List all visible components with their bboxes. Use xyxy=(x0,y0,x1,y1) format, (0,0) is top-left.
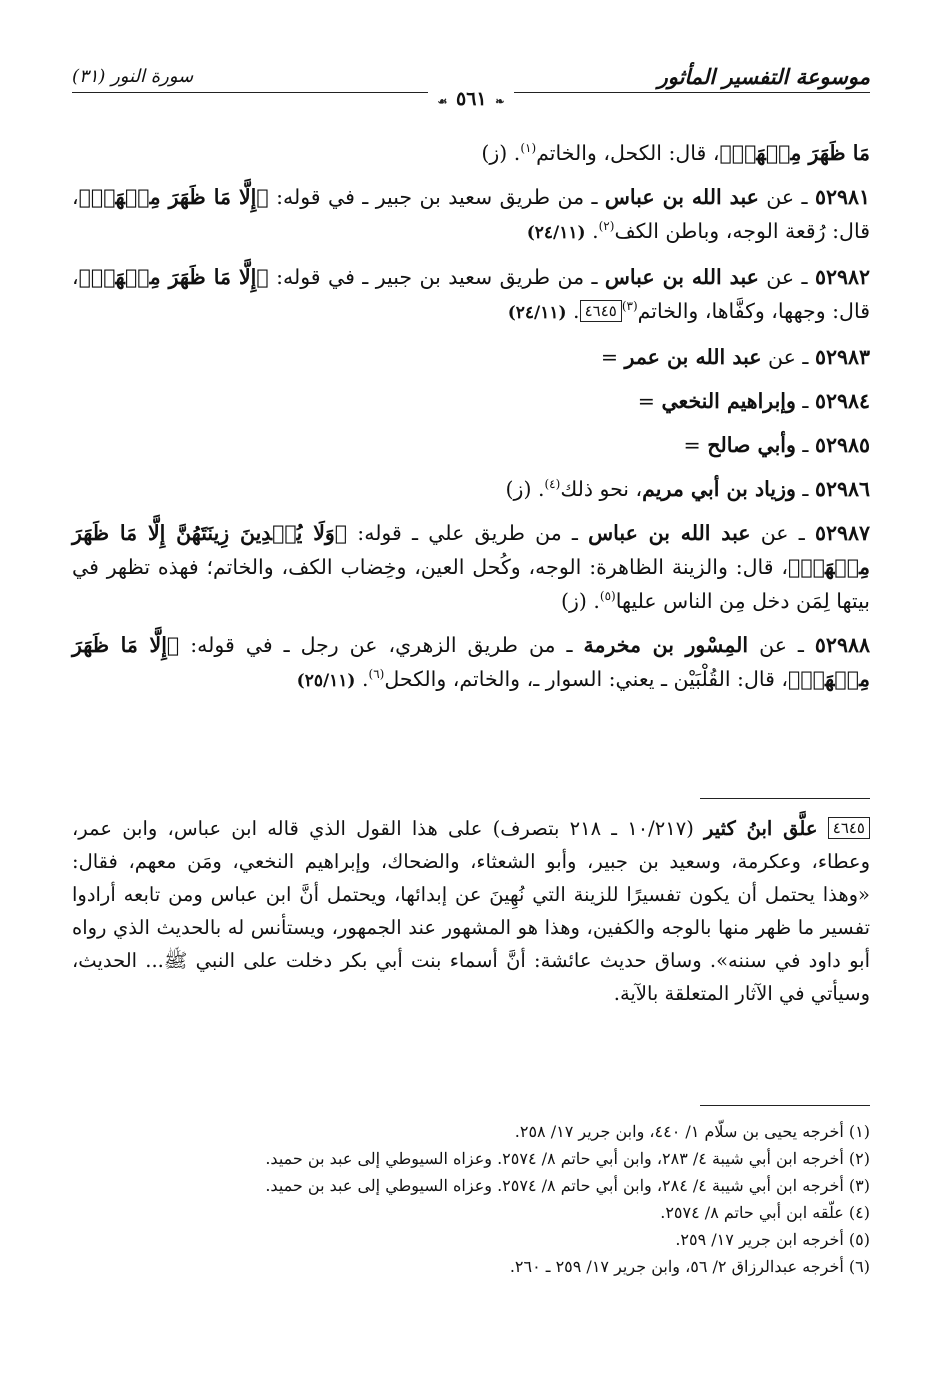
footnote: (٤) علّقه ابن أبي حاتم ٨/ ٢٥٧٤. xyxy=(660,1203,870,1222)
entry-number: ٥٢٩٨٧ xyxy=(814,521,870,545)
entry-text: ـ xyxy=(795,433,815,457)
footnotes-divider xyxy=(700,1105,870,1106)
commentary-divider xyxy=(700,798,870,799)
volume-ref: (٢٤/١١) xyxy=(526,223,586,243)
entry-number: ٥٢٩٨٦ xyxy=(814,477,870,501)
commentary-block xyxy=(72,812,870,1010)
entry-text: . (ز) xyxy=(481,141,521,165)
narrator-name: وإبراهيم النخعي xyxy=(661,389,796,413)
narrator-name: عبد الله بن عباس xyxy=(588,521,751,545)
entry xyxy=(72,472,870,506)
footnote-ref: (٣) xyxy=(621,299,638,314)
entry-text: ـ عن xyxy=(758,265,815,289)
page-number-wrap xyxy=(428,88,515,110)
narrator-name: المِسْور بن مخرمة xyxy=(583,633,749,657)
page-number-area xyxy=(0,88,942,110)
narrator-name: وزياد بن أبي مريم xyxy=(642,477,796,501)
quran-quote: ﴿وَلَا يُبۡدِينَ زِينَتَهُنَّ إِلَّا مَا ظَهَرَ مِنۡهَاۖ﴾ xyxy=(72,521,870,579)
entry-text: ، قال: وجهها، وكفَّاها، والخاتم xyxy=(72,265,870,323)
quran-quote: ﴿إِلَّا مَا ظَهَرَ مِنۡهَاۖ﴾ xyxy=(78,265,269,289)
entry-number: ٥٢٩٨٨ xyxy=(814,633,870,657)
quran-quote: مَا ظَهَرَ مِنۡهَاۖ﴾ xyxy=(719,141,870,165)
entry-text: ـ من طريق علي ـ قوله: xyxy=(347,521,589,545)
narrator-name: عبد الله بن عباس xyxy=(604,265,759,289)
commentary-lead: علَّق ابنُ كثير xyxy=(704,817,818,840)
entry-text: ، قال: القُلْبَيْن ـ يعني: السوار ـ، والخاتم، والكحل xyxy=(384,667,789,691)
entry xyxy=(72,628,870,698)
entry-number: ٥٢٩٨٤ xyxy=(814,389,870,413)
entry-text: ـ من طريق سعيد بن جبير ـ في قوله: xyxy=(268,185,605,209)
entry-text: ـ عن xyxy=(750,521,815,545)
commentary-ref-box: ٤٦٤٥ xyxy=(580,300,622,322)
footnote-ref: (٥) xyxy=(599,589,616,604)
book-title: موسوعة التفسير المأثور xyxy=(657,64,870,89)
entry-text: ، نحو ذلك xyxy=(560,477,643,501)
volume-ref: (٢٥/١١) xyxy=(296,671,356,691)
footnote: (٣) أخرجه ابن أبي شيبة ٤/ ٢٨٤، وابن أبي حاتم ٨/ ٢٥٧٤. وعزاه السيوطي إلى عبد بن حميد. xyxy=(265,1176,870,1195)
narrator-name: عبد الله بن عباس xyxy=(604,185,759,209)
entry xyxy=(72,260,870,330)
entry-number: ٥٢٩٨٢ xyxy=(814,265,871,289)
footnotes-block xyxy=(72,1118,870,1280)
entry-text: = xyxy=(637,389,662,413)
entry-text: ـ من طريق سعيد بن جبير ـ في قوله: xyxy=(268,265,605,289)
entry-number: ٥٢٩٨٣ xyxy=(814,345,870,369)
ornament-left-icon: ❧ xyxy=(495,95,505,108)
entry-text: ، قال: والزينة الظاهرة: الوجه، وكُحل العين، وخِضاب الكف، والخاتم؛ فهذه تظهر في بيتها لِمَن دخل مِن الناس عليها xyxy=(72,555,870,613)
footnote-ref: (٢) xyxy=(598,219,615,234)
footnote: (٦) أخرجه عبدالرزاق ٢/ ٥٦، وابن جرير ١٧/ ٢٥٩ ـ ٢٦٠. xyxy=(509,1257,870,1276)
entry xyxy=(72,340,870,374)
main-text xyxy=(72,136,870,708)
entry-text: ـ عن xyxy=(748,633,815,657)
entry-text: = xyxy=(683,433,708,457)
entry-text: ـ xyxy=(795,389,815,413)
entry-text: . (ز) xyxy=(560,589,600,613)
entry xyxy=(72,136,870,170)
entry xyxy=(72,516,870,618)
quran-quote: ﴿إِلَّا مَا ظَهَرَ مِنۡهَاۖ﴾ xyxy=(72,633,870,691)
page-number: ٥٦١ xyxy=(456,88,487,110)
entry-text: ـ عن xyxy=(761,345,815,369)
entry-text: ـ من طريق الزهري، عن رجل ـ في قوله: xyxy=(179,633,584,657)
quran-quote: ﴿إِلَّا مَا ظَهَرَ مِنۡهَاۖ﴾ xyxy=(78,185,269,209)
entry-number: ٥٢٩٨١ xyxy=(814,185,871,209)
commentary-text: (١٠/٢١٧ ـ ٢١٨ بتصرف) على هذا القول الذي قاله ابن عباس، وابن عمر، وعطاء، وعكرمة، وسعيد بن جبير، وأبو الشعثاء، والضحاك، وإبراهيم النخعي، ومَن معهم، فقال: «وهذا يحتمل أن يكون تفسيرًا للزينة التي نُهِينَ عن إبدائها، ويحتمل أنَّ ابن عباس ومن تابعه أرادوا تفسير ما ظهر منها بالوجه والكفين، وهذا هو المشهور عند الجمهور، ويستأنس له بالحديث الذي رواه أبو داود في سننه». وساق حديث عائشة: أنَّ أسماء بنت أبي بكر دخلت على النبي ﷺ... الحديث، وسيأتي في الآثار المتعلقة بالآية. xyxy=(72,817,870,1005)
entry-text: ـ عن xyxy=(758,185,815,209)
volume-ref: (٢٤/١١) xyxy=(507,303,567,323)
entry xyxy=(72,428,870,462)
entry-text: = xyxy=(600,345,625,369)
surah-label: سورة النور (٣١) xyxy=(72,66,194,87)
entry xyxy=(72,180,870,250)
footnote-ref: (٦) xyxy=(368,667,385,682)
entry-text: ـ xyxy=(795,477,815,501)
entry-text: . xyxy=(585,219,599,243)
footnote: (٢) أخرجه ابن أبي شيبة ٤/ ٢٨٣، وابن أبي حاتم ٨/ ٢٥٧٤. وعزاه السيوطي إلى عبد بن حميد. xyxy=(265,1149,870,1168)
narrator-name: وأبي صالح xyxy=(707,433,796,457)
narrator-name: عبد الله بن عمر xyxy=(624,345,762,369)
commentary-number-box: ٤٦٤٥ xyxy=(828,817,870,839)
ornament-right-icon: ☙ xyxy=(437,95,448,108)
entry-number: ٥٢٩٨٥ xyxy=(814,433,870,457)
footnote: (١) أخرجه يحيى بن سلّام ١/ ٤٤٠، وابن جرير ١٧/ ٢٥٨. xyxy=(514,1122,870,1141)
entry-text: ، قال: رُقعة الوجه، وباطن الكف xyxy=(72,185,870,243)
entry-text: . xyxy=(566,299,580,323)
entry xyxy=(72,384,870,418)
entry-text: . xyxy=(355,667,369,691)
entry-text: ، قال: الكحل، والخاتم xyxy=(536,141,720,165)
footnote-ref: (٤) xyxy=(544,477,561,492)
footnote-ref: (١) xyxy=(520,141,537,156)
entry-text: . (ز) xyxy=(505,477,545,501)
footnote: (٥) أخرجه ابن جرير ١٧/ ٢٥٩. xyxy=(675,1230,870,1249)
